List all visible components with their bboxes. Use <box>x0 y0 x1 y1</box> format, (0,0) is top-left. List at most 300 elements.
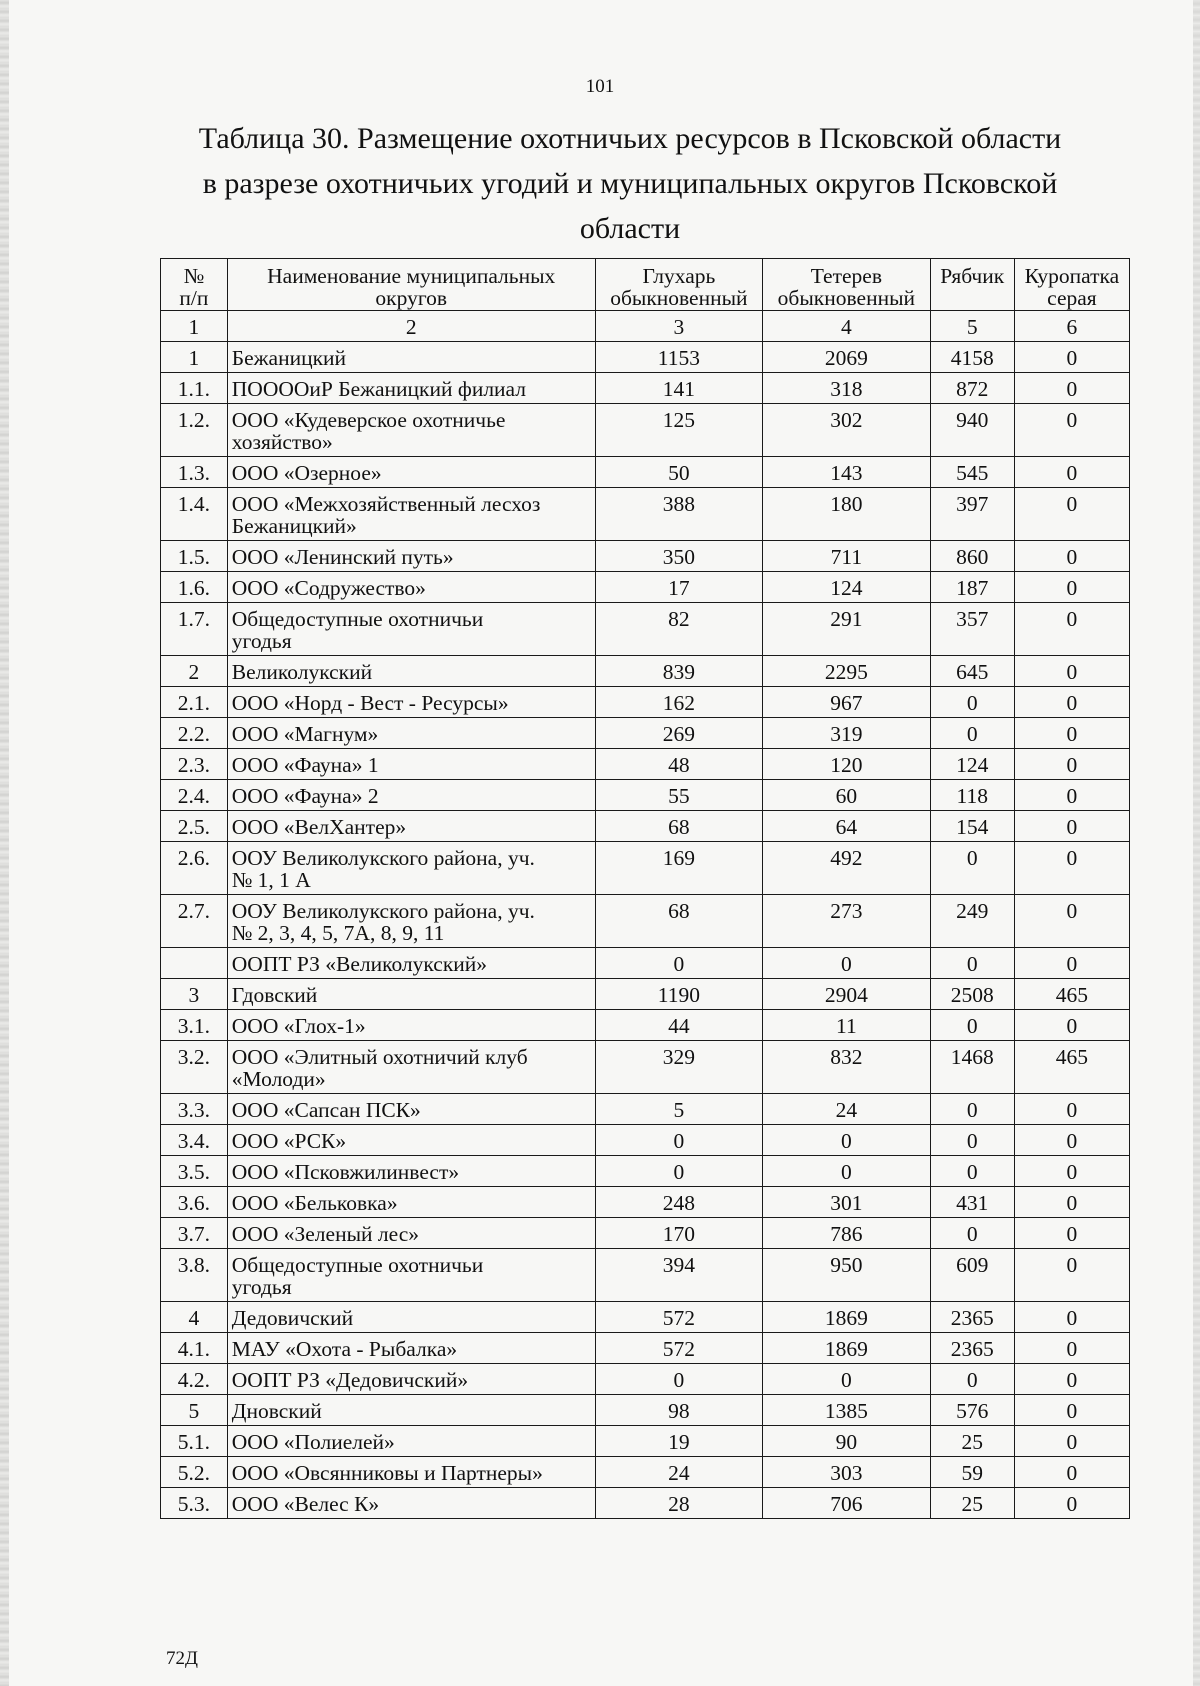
row-number: 2.4. <box>161 780 228 811</box>
value-black-grouse: 492 <box>763 842 930 895</box>
row-name-line: ООО «Зеленый лес» <box>231 1222 420 1246</box>
value-black-grouse: 180 <box>763 488 930 541</box>
row-name-line: ООО «Велес К» <box>231 1492 380 1516</box>
row-name-line: Дновский <box>231 1399 322 1423</box>
value-black-grouse: 967 <box>763 687 930 718</box>
table-title-line: Таблица 30. Размещение охотничьих ресурсов в Псковской области <box>198 122 1062 155</box>
row-name-line: ООО «Межхозяйственный лесхоз <box>231 492 541 516</box>
row-number: 2.3. <box>161 749 228 780</box>
table-row <box>161 1010 1130 1041</box>
value-hazel-grouse: 0 <box>930 842 1014 895</box>
value-black-grouse: 706 <box>763 1488 930 1519</box>
row-name <box>227 1156 595 1187</box>
header-line: округов <box>375 286 448 310</box>
table-row <box>161 1364 1130 1395</box>
table-row <box>161 541 1130 572</box>
row-number: 5 <box>161 1395 228 1426</box>
value-grey-partridge: 0 <box>1014 1333 1129 1364</box>
row-number: 3 <box>161 979 228 1010</box>
value-black-grouse: 90 <box>763 1426 930 1457</box>
table-row <box>161 1488 1130 1519</box>
row-name-line: ООО «Кудеверское охотничье <box>231 408 506 432</box>
row-name <box>227 541 595 572</box>
value-capercaillie: 572 <box>595 1333 762 1364</box>
value-capercaillie: 50 <box>595 457 762 488</box>
value-black-grouse: 950 <box>763 1249 930 1302</box>
row-name-line: ООО «Глох-1» <box>231 1014 366 1038</box>
value-hazel-grouse: 249 <box>930 895 1014 948</box>
row-name <box>227 488 595 541</box>
value-hazel-grouse: 860 <box>930 541 1014 572</box>
table-row <box>161 780 1130 811</box>
row-name <box>227 342 595 373</box>
row-name-line: МАУ «Охота - Рыбалка» <box>231 1337 458 1361</box>
scan-edge-left <box>0 0 9 1686</box>
column-index: 5 <box>930 311 1014 342</box>
row-name <box>227 1218 595 1249</box>
value-black-grouse: 0 <box>763 1125 930 1156</box>
value-grey-partridge: 0 <box>1014 1302 1129 1333</box>
value-black-grouse: 0 <box>763 1156 930 1187</box>
value-black-grouse: 124 <box>763 572 930 603</box>
row-name-line: ООО «Содружество» <box>231 576 426 600</box>
value-grey-partridge: 0 <box>1014 895 1129 948</box>
table-title-line: области <box>579 212 681 245</box>
table-row <box>161 948 1130 979</box>
row-number: 2.7. <box>161 895 228 948</box>
row-name <box>227 1457 595 1488</box>
row-name-line: ООО «Магнум» <box>231 722 379 746</box>
header-line: Тетерев <box>810 264 882 288</box>
value-hazel-grouse: 0 <box>930 1094 1014 1125</box>
row-name-line: угодья <box>231 629 292 653</box>
scan-edge-right <box>1193 0 1200 1686</box>
row-name-line: хозяйство» <box>231 430 333 454</box>
row-number: 5.1. <box>161 1426 228 1457</box>
row-name-line: Общедоступные охотничьи <box>231 607 484 631</box>
value-black-grouse: 1869 <box>763 1302 930 1333</box>
row-name <box>227 842 595 895</box>
row-number: 1.2. <box>161 404 228 457</box>
value-hazel-grouse: 0 <box>930 718 1014 749</box>
table-header <box>161 259 1130 342</box>
header-capercaillie <box>595 259 762 311</box>
row-name <box>227 1333 595 1364</box>
table-row <box>161 603 1130 656</box>
value-grey-partridge: 0 <box>1014 656 1129 687</box>
row-name <box>227 811 595 842</box>
value-hazel-grouse: 0 <box>930 1218 1014 1249</box>
value-black-grouse: 2904 <box>763 979 930 1010</box>
value-grey-partridge: 0 <box>1014 1010 1129 1041</box>
row-number: 3.3. <box>161 1094 228 1125</box>
value-capercaillie: 55 <box>595 780 762 811</box>
row-name-line: ООО «Фауна» 1 <box>231 753 379 777</box>
value-black-grouse: 2069 <box>763 342 930 373</box>
value-grey-partridge: 0 <box>1014 1187 1129 1218</box>
row-number: 3.8. <box>161 1249 228 1302</box>
table-row <box>161 1302 1130 1333</box>
value-hazel-grouse: 0 <box>930 1125 1014 1156</box>
row-name-line: Общедоступные охотничьи <box>231 1253 484 1277</box>
column-index: 2 <box>227 311 595 342</box>
header-line: № <box>183 264 205 288</box>
value-grey-partridge: 0 <box>1014 342 1129 373</box>
value-grey-partridge: 0 <box>1014 1488 1129 1519</box>
value-hazel-grouse: 0 <box>930 1364 1014 1395</box>
column-index: 3 <box>595 311 762 342</box>
value-grey-partridge: 0 <box>1014 572 1129 603</box>
value-hazel-grouse: 431 <box>930 1187 1014 1218</box>
header-line: Куропатка <box>1024 264 1120 288</box>
value-black-grouse: 0 <box>763 1364 930 1395</box>
row-name-line: ООО «Ленинский путь» <box>231 545 454 569</box>
row-name-line: ООПТ РЗ «Великолукский» <box>231 952 488 976</box>
row-number: 3.6. <box>161 1187 228 1218</box>
page-number: 101 <box>585 76 615 97</box>
row-name-line: ООО «Псковжилинвест» <box>231 1160 460 1184</box>
row-number: 1.1. <box>161 373 228 404</box>
row-number: 2 <box>161 656 228 687</box>
table-row <box>161 404 1130 457</box>
value-capercaillie: 0 <box>595 1364 762 1395</box>
value-capercaillie: 24 <box>595 1457 762 1488</box>
value-hazel-grouse: 2365 <box>930 1302 1014 1333</box>
table-row <box>161 1187 1130 1218</box>
row-name-line: Бежаницкий <box>231 346 347 370</box>
row-number <box>161 948 228 979</box>
value-grey-partridge: 0 <box>1014 811 1129 842</box>
value-capercaillie: 572 <box>595 1302 762 1333</box>
row-name-line: ООО «Озерное» <box>231 461 382 485</box>
value-capercaillie: 82 <box>595 603 762 656</box>
value-capercaillie: 839 <box>595 656 762 687</box>
row-name-line: ООО «ВелХантер» <box>231 815 407 839</box>
row-name-line: ООУ Великолукского района, уч. <box>231 846 535 870</box>
value-hazel-grouse: 2365 <box>930 1333 1014 1364</box>
value-capercaillie: 5 <box>595 1094 762 1125</box>
value-black-grouse: 143 <box>763 457 930 488</box>
table-title-line: в разрезе охотничьих угодий и муниципальных округов Псковской <box>202 167 1058 200</box>
value-black-grouse: 302 <box>763 404 930 457</box>
table-row <box>161 749 1130 780</box>
row-number: 3.1. <box>161 1010 228 1041</box>
value-grey-partridge: 465 <box>1014 979 1129 1010</box>
header-name <box>227 259 595 311</box>
row-number: 2.5. <box>161 811 228 842</box>
column-index: 6 <box>1014 311 1129 342</box>
value-capercaillie: 350 <box>595 541 762 572</box>
row-number: 5.3. <box>161 1488 228 1519</box>
table-row <box>161 1125 1130 1156</box>
value-capercaillie: 170 <box>595 1218 762 1249</box>
value-black-grouse: 318 <box>763 373 930 404</box>
value-grey-partridge: 0 <box>1014 687 1129 718</box>
value-capercaillie: 125 <box>595 404 762 457</box>
value-black-grouse: 273 <box>763 895 930 948</box>
value-grey-partridge: 0 <box>1014 948 1129 979</box>
table-row <box>161 572 1130 603</box>
value-black-grouse: 319 <box>763 718 930 749</box>
value-hazel-grouse: 872 <box>930 373 1014 404</box>
value-capercaillie: 394 <box>595 1249 762 1302</box>
row-name <box>227 979 595 1010</box>
row-name-line: Великолукский <box>231 660 373 684</box>
value-grey-partridge: 0 <box>1014 749 1129 780</box>
value-capercaillie: 388 <box>595 488 762 541</box>
value-black-grouse: 1869 <box>763 1333 930 1364</box>
value-hazel-grouse: 609 <box>930 1249 1014 1302</box>
value-hazel-grouse: 25 <box>930 1426 1014 1457</box>
row-name <box>227 1426 595 1457</box>
row-name <box>227 749 595 780</box>
value-grey-partridge: 0 <box>1014 842 1129 895</box>
row-name-line: ООО «Норд - Вест - Ресурсы» <box>231 691 509 715</box>
value-hazel-grouse: 545 <box>930 457 1014 488</box>
value-hazel-grouse: 0 <box>930 1010 1014 1041</box>
row-number: 3.7. <box>161 1218 228 1249</box>
row-name <box>227 1094 595 1125</box>
value-grey-partridge: 0 <box>1014 1395 1129 1426</box>
value-capercaillie: 1190 <box>595 979 762 1010</box>
row-name-line: ООО «РСК» <box>231 1129 347 1153</box>
row-name <box>227 603 595 656</box>
value-capercaillie: 44 <box>595 1010 762 1041</box>
table-body <box>161 342 1130 1519</box>
table-row <box>161 1218 1130 1249</box>
row-name <box>227 1249 595 1302</box>
table-row <box>161 1249 1130 1302</box>
value-grey-partridge: 0 <box>1014 404 1129 457</box>
value-capercaillie: 162 <box>595 687 762 718</box>
value-hazel-grouse: 645 <box>930 656 1014 687</box>
value-black-grouse: 60 <box>763 780 930 811</box>
row-name-line: Гдовский <box>231 983 318 1007</box>
value-grey-partridge: 0 <box>1014 718 1129 749</box>
row-name-line: ООО «Полиелей» <box>231 1430 395 1454</box>
row-name-line: Дедовичский <box>231 1306 354 1330</box>
table-row <box>161 457 1130 488</box>
value-hazel-grouse: 0 <box>930 687 1014 718</box>
hunting-resources-table <box>160 258 1130 1519</box>
row-name-line: ООПТ РЗ «Дедовичский» <box>231 1368 469 1392</box>
value-black-grouse: 2295 <box>763 656 930 687</box>
value-hazel-grouse: 397 <box>930 488 1014 541</box>
value-grey-partridge: 0 <box>1014 1426 1129 1457</box>
value-grey-partridge: 0 <box>1014 1218 1129 1249</box>
footer-code: 72Д <box>166 1648 198 1669</box>
value-capercaillie: 169 <box>595 842 762 895</box>
table-row <box>161 1457 1130 1488</box>
header-line: Наименование муниципальных <box>267 264 556 288</box>
value-black-grouse: 120 <box>763 749 930 780</box>
value-grey-partridge: 0 <box>1014 1094 1129 1125</box>
table-row <box>161 1094 1130 1125</box>
row-number: 2.6. <box>161 842 228 895</box>
value-hazel-grouse: 0 <box>930 948 1014 979</box>
row-name-line: № 2, 3, 4, 5, 7А, 8, 9, 11 <box>231 921 445 945</box>
table-row <box>161 842 1130 895</box>
value-capercaillie: 141 <box>595 373 762 404</box>
header-line: серая <box>1047 286 1097 310</box>
value-black-grouse: 0 <box>763 948 930 979</box>
row-number: 1.7. <box>161 603 228 656</box>
row-number: 3.4. <box>161 1125 228 1156</box>
row-number: 2.1. <box>161 687 228 718</box>
header-line: Рябчик <box>940 264 1005 288</box>
value-capercaillie: 68 <box>595 895 762 948</box>
row-name-line: Бежаницкий» <box>231 514 357 538</box>
row-name-line: угодья <box>231 1275 292 1299</box>
value-capercaillie: 28 <box>595 1488 762 1519</box>
value-hazel-grouse: 124 <box>930 749 1014 780</box>
value-grey-partridge: 0 <box>1014 1125 1129 1156</box>
row-number: 3.5. <box>161 1156 228 1187</box>
value-capercaillie: 0 <box>595 1156 762 1187</box>
value-grey-partridge: 465 <box>1014 1041 1129 1094</box>
row-name <box>227 1364 595 1395</box>
column-index-row <box>161 311 1130 342</box>
table-title <box>180 116 1080 251</box>
value-grey-partridge: 0 <box>1014 1249 1129 1302</box>
row-number: 2.2. <box>161 718 228 749</box>
table-row <box>161 342 1130 373</box>
row-name <box>227 895 595 948</box>
table-row <box>161 656 1130 687</box>
value-black-grouse: 711 <box>763 541 930 572</box>
row-name <box>227 1041 595 1094</box>
header-line: Глухарь <box>642 264 716 288</box>
row-name-line: ООО «Овсянниковы и Партнеры» <box>231 1461 543 1485</box>
value-black-grouse: 786 <box>763 1218 930 1249</box>
table-row <box>161 488 1130 541</box>
row-name-line: № 1, 1 А <box>231 868 311 892</box>
row-name-line: ООО «Сапсан ПСК» <box>231 1098 421 1122</box>
value-capercaillie: 0 <box>595 948 762 979</box>
value-hazel-grouse: 2508 <box>930 979 1014 1010</box>
value-grey-partridge: 0 <box>1014 1156 1129 1187</box>
value-grey-partridge: 0 <box>1014 373 1129 404</box>
row-name <box>227 572 595 603</box>
value-capercaillie: 68 <box>595 811 762 842</box>
row-number: 1.3. <box>161 457 228 488</box>
table-row <box>161 687 1130 718</box>
value-hazel-grouse: 0 <box>930 1156 1014 1187</box>
value-capercaillie: 1153 <box>595 342 762 373</box>
table-row <box>161 895 1130 948</box>
row-name <box>227 457 595 488</box>
row-name-line: ПООООиР Бежаницкий филиал <box>231 377 527 401</box>
row-number: 1.5. <box>161 541 228 572</box>
row-number: 1.6. <box>161 572 228 603</box>
row-name <box>227 948 595 979</box>
value-black-grouse: 291 <box>763 603 930 656</box>
header-line: обыкновенный <box>610 286 748 310</box>
row-name <box>227 373 595 404</box>
value-hazel-grouse: 154 <box>930 811 1014 842</box>
value-hazel-grouse: 576 <box>930 1395 1014 1426</box>
header-grey-partridge <box>1014 259 1129 311</box>
value-black-grouse: 832 <box>763 1041 930 1094</box>
value-black-grouse: 24 <box>763 1094 930 1125</box>
value-hazel-grouse: 187 <box>930 572 1014 603</box>
value-hazel-grouse: 4158 <box>930 342 1014 373</box>
row-name <box>227 656 595 687</box>
column-index: 1 <box>161 311 228 342</box>
header-row <box>161 259 1130 311</box>
row-number: 1.4. <box>161 488 228 541</box>
value-grey-partridge: 0 <box>1014 541 1129 572</box>
value-black-grouse: 1385 <box>763 1395 930 1426</box>
row-name <box>227 1302 595 1333</box>
table-row <box>161 373 1130 404</box>
row-name <box>227 404 595 457</box>
value-capercaillie: 17 <box>595 572 762 603</box>
value-black-grouse: 303 <box>763 1457 930 1488</box>
row-name <box>227 1010 595 1041</box>
row-number: 3.2. <box>161 1041 228 1094</box>
column-index: 4 <box>763 311 930 342</box>
value-hazel-grouse: 118 <box>930 780 1014 811</box>
value-grey-partridge: 0 <box>1014 457 1129 488</box>
row-number: 4 <box>161 1302 228 1333</box>
value-grey-partridge: 0 <box>1014 1364 1129 1395</box>
value-black-grouse: 11 <box>763 1010 930 1041</box>
row-name-line: ООО «Бельковка» <box>231 1191 398 1215</box>
header-black-grouse <box>763 259 930 311</box>
table-row <box>161 1395 1130 1426</box>
value-capercaillie: 248 <box>595 1187 762 1218</box>
row-name <box>227 780 595 811</box>
header-hazel-grouse <box>930 259 1014 311</box>
table-row <box>161 811 1130 842</box>
header-line: п/п <box>179 286 209 310</box>
table-row <box>161 1041 1130 1094</box>
value-grey-partridge: 0 <box>1014 1457 1129 1488</box>
row-number: 5.2. <box>161 1457 228 1488</box>
table-row <box>161 718 1130 749</box>
header-num <box>161 259 228 311</box>
value-black-grouse: 64 <box>763 811 930 842</box>
value-capercaillie: 19 <box>595 1426 762 1457</box>
value-hazel-grouse: 940 <box>930 404 1014 457</box>
value-grey-partridge: 0 <box>1014 488 1129 541</box>
value-capercaillie: 48 <box>595 749 762 780</box>
value-hazel-grouse: 59 <box>930 1457 1014 1488</box>
row-name <box>227 1395 595 1426</box>
value-capercaillie: 98 <box>595 1395 762 1426</box>
table-row <box>161 979 1130 1010</box>
value-capercaillie: 269 <box>595 718 762 749</box>
row-name <box>227 687 595 718</box>
value-capercaillie: 329 <box>595 1041 762 1094</box>
row-name <box>227 1125 595 1156</box>
table-row <box>161 1156 1130 1187</box>
value-hazel-grouse: 25 <box>930 1488 1014 1519</box>
value-grey-partridge: 0 <box>1014 603 1129 656</box>
value-black-grouse: 301 <box>763 1187 930 1218</box>
value-grey-partridge: 0 <box>1014 780 1129 811</box>
row-name <box>227 1488 595 1519</box>
row-name-line: ООО «Фауна» 2 <box>231 784 379 808</box>
header-line: обыкновенный <box>777 286 916 310</box>
row-name-line: «Молоди» <box>231 1067 326 1091</box>
value-hazel-grouse: 1468 <box>930 1041 1014 1094</box>
row-name <box>227 1187 595 1218</box>
row-name <box>227 718 595 749</box>
row-number: 1 <box>161 342 228 373</box>
table-row <box>161 1426 1130 1457</box>
